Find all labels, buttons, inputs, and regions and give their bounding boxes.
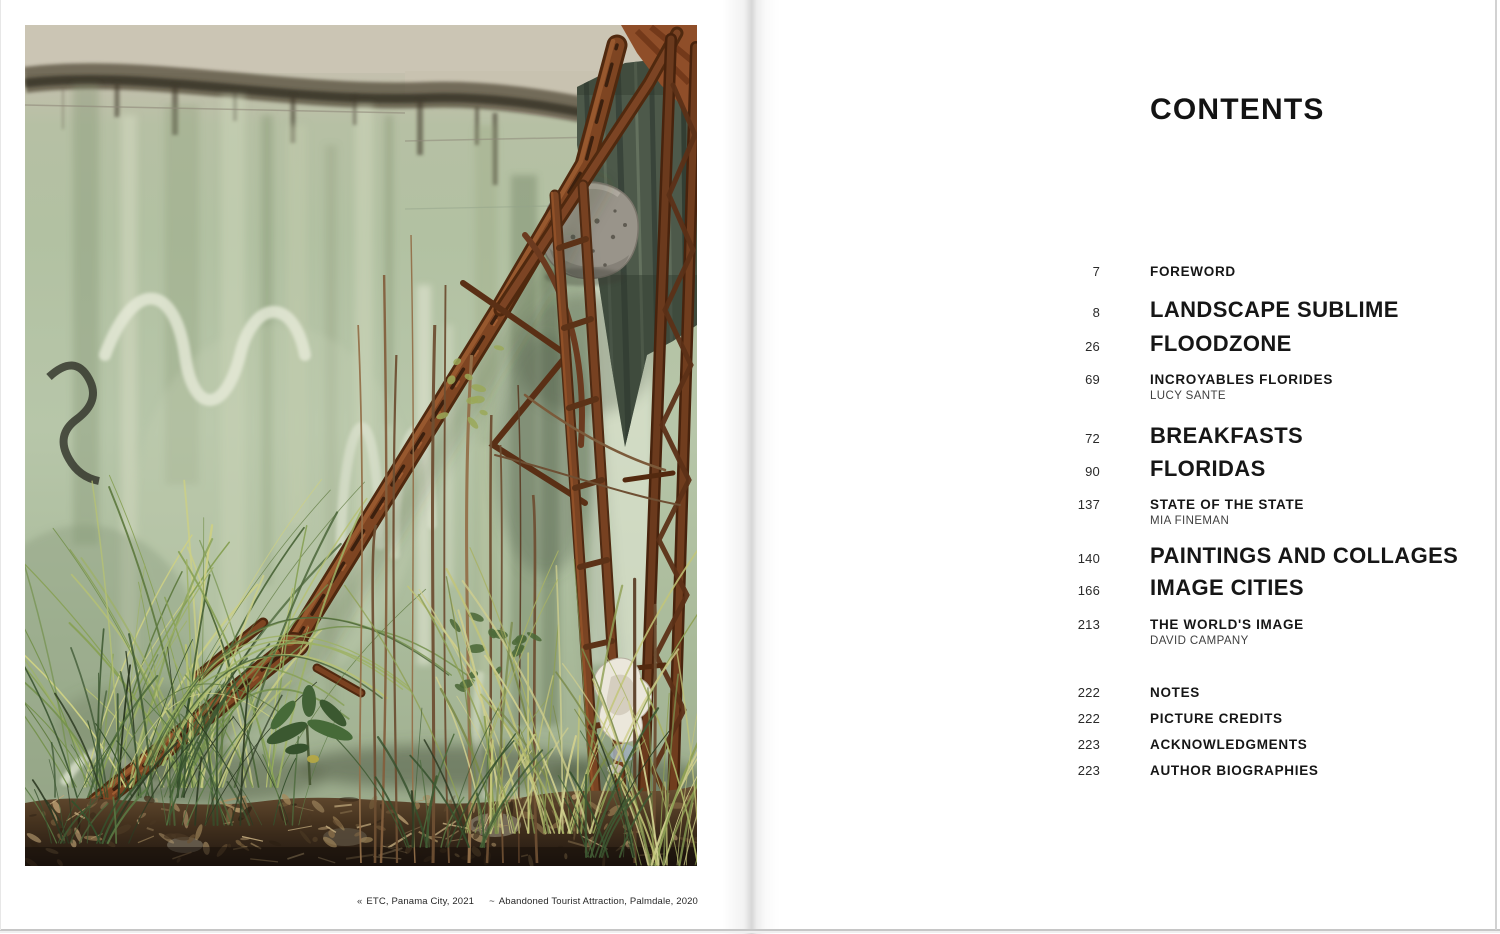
photo-abandoned-tourist-attraction <box>25 25 697 866</box>
toc-title: PAINTINGS AND COLLAGES <box>1150 543 1459 568</box>
toc-page-number: 222 <box>1077 685 1100 700</box>
toc-author: MIA FINEMAN <box>1150 515 1230 527</box>
caption-prev-marker-icon: « <box>356 896 363 907</box>
toc-title: THE WORLD'S IMAGE <box>1150 617 1304 632</box>
contents-title: CONTENTS <box>1150 93 1325 126</box>
page-bottom-edge-highlight <box>0 931 1500 933</box>
page-right-edge <box>1495 0 1497 930</box>
toc-page-number: 213 <box>1077 617 1100 632</box>
table-of-contents <box>750 0 1496 934</box>
toc-page-number: 7 <box>1092 264 1100 279</box>
toc-page-number: 90 <box>1085 464 1100 479</box>
toc-title: LANDSCAPE SUBLIME <box>1150 297 1399 322</box>
toc-title: ACKNOWLEDGMENTS <box>1150 737 1308 752</box>
toc-title: PICTURE CREDITS <box>1150 711 1283 726</box>
toc-page-number: 72 <box>1085 431 1100 446</box>
toc-entry <box>750 685 1496 700</box>
caption-prev-text: ETC, Panama City, 2021 <box>366 896 475 907</box>
page-left-edge <box>0 0 1 930</box>
toc-page-number: 140 <box>1077 551 1100 566</box>
photo-caption <box>25 896 698 907</box>
toc-page-number: 26 <box>1085 339 1100 354</box>
toc-title: IMAGE CITIES <box>1150 575 1304 600</box>
toc-entry <box>750 617 1496 647</box>
toc-entry <box>750 456 1496 482</box>
toc-page-number: 8 <box>1092 305 1100 320</box>
toc-page-number: 223 <box>1077 737 1100 752</box>
toc-title: FOREWORD <box>1150 264 1236 279</box>
toc-title: AUTHOR BIOGRAPHIES <box>1150 763 1319 778</box>
toc-author: DAVID CAMPANY <box>1150 635 1249 647</box>
toc-page-number: 137 <box>1077 497 1100 512</box>
toc-page-number: 222 <box>1077 711 1100 726</box>
toc-title: NOTES <box>1150 685 1201 700</box>
caption-current <box>489 896 698 907</box>
toc-entry <box>750 711 1496 726</box>
toc-title: INCROYABLES FLORIDES <box>1150 372 1334 387</box>
toc-title: BREAKFASTS <box>1150 423 1304 448</box>
toc-title: STATE OF THE STATE <box>1150 497 1305 512</box>
toc-entry <box>750 372 1496 402</box>
toc-title: FLORIDAS <box>1150 456 1266 481</box>
toc-page-number: 69 <box>1085 372 1100 387</box>
toc-title: FLOODZONE <box>1150 331 1292 356</box>
toc-author: LUCY SANTE <box>1150 390 1227 402</box>
toc-entry <box>750 331 1496 357</box>
toc-entry <box>750 423 1496 449</box>
caption-current-text: Abandoned Tourist Attraction, Palmdale, 2020 <box>498 896 698 907</box>
toc-page-number: 223 <box>1077 763 1100 778</box>
toc-entry <box>750 297 1496 323</box>
caption-previous <box>357 896 474 907</box>
toc-entry <box>750 737 1496 752</box>
toc-entry <box>750 763 1496 778</box>
right-page <box>750 0 1500 934</box>
toc-page-number: 166 <box>1077 583 1100 598</box>
toc-entry <box>750 497 1496 527</box>
toc-entry <box>750 543 1496 569</box>
toc-entry <box>750 575 1496 601</box>
caption-current-marker-icon: ~ <box>489 896 495 907</box>
toc-entry <box>750 264 1496 279</box>
